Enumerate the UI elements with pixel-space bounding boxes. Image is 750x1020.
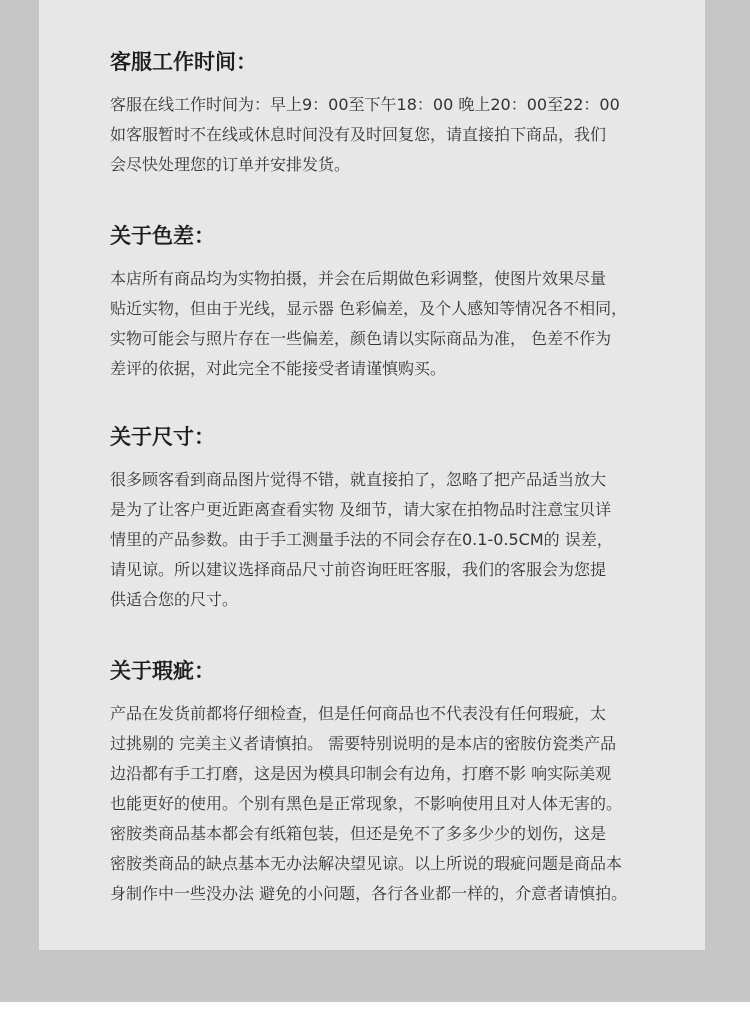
- body-line: 密胺类商品的缺点基本无办法解决望见谅。以上所说的瑕疵问题是商品本: [110, 854, 623, 873]
- body-line: 边沿都有手工打磨，这是因为模具印制会有边角，打磨不影 响实际美观: [110, 764, 612, 783]
- section-color-difference: [110, 222, 695, 384]
- body-line: 过挑剔的 完美主义者请慎拍。 需要特别说明的是本店的密胺仿瓷类产品: [110, 734, 617, 753]
- body-line: 贴近实物，但由于光线，显示器 色彩偏差，及个人感知等情况各不相同，: [110, 299, 628, 318]
- section-body: [110, 90, 695, 180]
- section-heading: 客服工作时间：: [110, 50, 257, 74]
- body-line: 也能更好的使用。个别有黑色是正常现象，不影响使用且对人体无害的。: [110, 794, 623, 813]
- body-line: 产品在发货前都将仔细检查，但是任何商品也不代表没有任何瑕疵，太: [110, 704, 607, 723]
- section-body: [110, 465, 695, 615]
- section-body: [110, 264, 695, 384]
- body-line: 供适合您的尺寸。: [110, 590, 239, 609]
- section-heading: 关于尺寸：: [110, 425, 215, 449]
- body-line: 本店所有商品均为实物拍摄，并会在后期做色彩调整，使图片效果尽量: [110, 269, 607, 288]
- body-line: 情里的产品参数。由于手工测量手法的不同会存在0.1-0.5CM的 误差，: [110, 530, 613, 549]
- body-line: 密胺类商品基本都会有纸箱包装，但还是免不了多多少少的划伤，这是: [110, 824, 607, 843]
- section-heading: 关于色差：: [110, 224, 215, 248]
- body-line: 如客服暂时不在线或休息时间没有及时回复您，请直接拍下商品，我们: [110, 125, 607, 144]
- body-line: 差评的依据，对此完全不能接受者请谨慎购买。: [110, 359, 447, 378]
- body-line: 客服在线工作时间为：早上9：00至下午18：00 晚上20：00至22：00: [110, 95, 620, 114]
- body-line: 请见谅。所以建议选择商品尺寸前咨询旺旺客服，我们的客服会为您提: [110, 560, 607, 579]
- body-line: 身制作中一些没办法 避免的小问题，各行各业都一样的，介意者请慎拍。: [110, 884, 628, 903]
- body-line: 会尽快处理您的订单并安排发货。: [110, 155, 351, 174]
- section-heading: 关于瑕疵：: [110, 659, 215, 683]
- section-defects: [110, 657, 695, 909]
- section-service-hours: [110, 48, 695, 180]
- section-size: [110, 423, 695, 615]
- body-line: 实物可能会与照片存在一些偏差，颜色请以实际商品为准， 色差不作为: [110, 329, 612, 348]
- body-line: 是为了让客户更近距离查看实物 及细节，请大家在拍物品时注意宝贝详: [110, 500, 612, 519]
- section-body: [110, 699, 695, 909]
- body-line: 很多顾客看到商品图片觉得不错，就直接拍了，忽略了把产品适当放大: [110, 470, 607, 489]
